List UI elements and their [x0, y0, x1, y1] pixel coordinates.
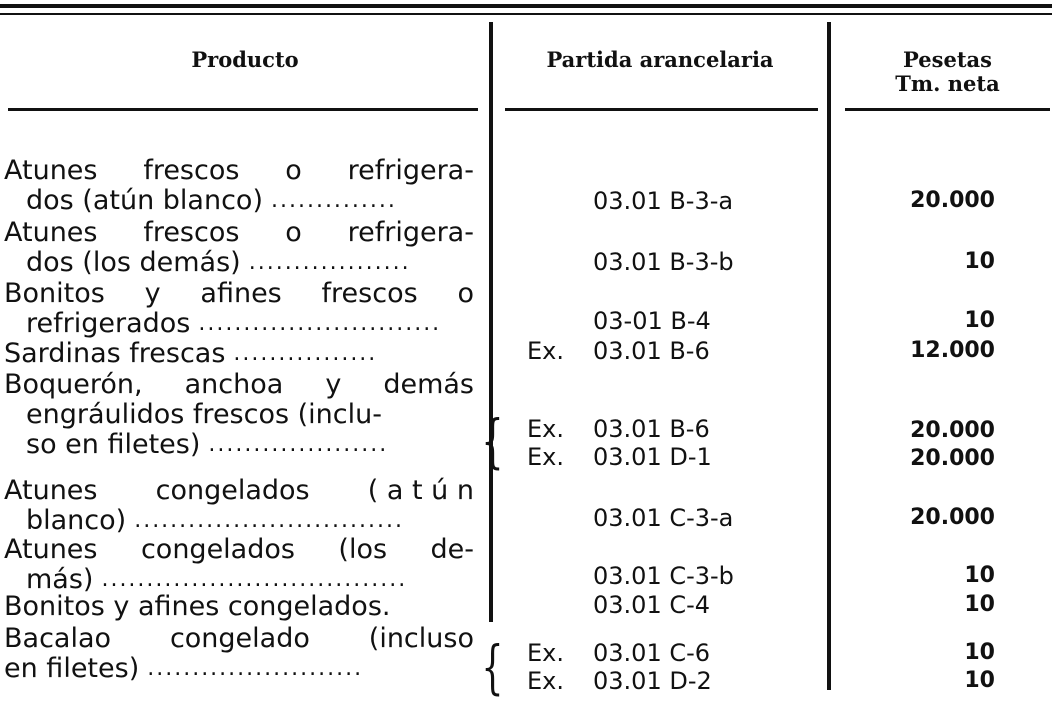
partida-row-9b: Ex. 03.01 D-2: [527, 667, 712, 695]
product-bacalao-congelado: Bacalao congelado (incluso en filetes) ........................: [4, 623, 474, 684]
top-rule-thin: [0, 13, 1052, 15]
pesetas-row-7: 10: [964, 563, 995, 588]
partida-row-5a: Ex. 03.01 B-6: [527, 415, 710, 443]
column-divider-2: [827, 22, 831, 690]
product-bonitos-congelados: Bonitos y afines congelados.: [4, 591, 391, 622]
column-divider-1: [489, 22, 493, 622]
pesetas-row-8: 10: [964, 592, 995, 617]
product-bonitos-frescos: Bonitos y afines frescos o refrigerados ...........................: [4, 278, 474, 339]
partida-row-3: 03-01 B-4: [593, 307, 711, 335]
header-rule-pesetas: [845, 108, 1050, 111]
header-pesetas-line2: Tm. neta: [895, 71, 1000, 96]
partida-row-4: Ex. 03.01 B-6: [527, 337, 710, 365]
product-sardinas-frescas: Sardinas frescas ................: [4, 338, 378, 369]
header-pesetas-line1: Pesetas: [903, 47, 992, 72]
pesetas-row-4: 12.000: [910, 338, 995, 363]
partida-row-2: 03.01 B-3-b: [593, 248, 734, 276]
pesetas-row-5a: 20.000: [910, 418, 995, 443]
partida-row-6: 03.01 C-3-a: [593, 504, 734, 532]
partida-row-5b: Ex. 03.01 D-1: [527, 443, 712, 471]
partida-row-1: 03.01 B-3-a: [593, 187, 734, 215]
brace-row-5: {: [481, 407, 504, 475]
product-atunes-frescos-demas: Atunes frescos o refrigera- dos (los demás) ..................: [4, 217, 474, 278]
pesetas-row-1: 20.000: [910, 188, 995, 213]
product-boqueron-anchoa: Boquerón, anchoa y demás engráulidos frescos (inclu- so en filetes) ....................: [4, 369, 474, 460]
header-rule-partida: [505, 108, 818, 111]
pesetas-row-2: 10: [964, 249, 995, 274]
header-rule-producto: [8, 108, 478, 111]
partida-row-9a: Ex. 03.01 C-6: [527, 639, 711, 667]
partida-row-7: 03.01 C-3-b: [593, 562, 734, 590]
pesetas-row-6: 20.000: [910, 505, 995, 530]
partida-row-8: 03.01 C-4: [593, 591, 711, 619]
pesetas-row-5b: 20.000: [910, 446, 995, 471]
pesetas-row-9a: 10: [964, 640, 995, 665]
header-partida: Partida arancelaria: [546, 47, 774, 72]
product-atunes-congelados-blanco: Atunes congelados ( a t ú n blanco) ..............................: [4, 475, 474, 536]
brace-row-9: {: [481, 633, 504, 701]
header-producto: Producto: [191, 47, 299, 72]
product-atunes-frescos-blanco: Atunes frescos o refrigera- dos (atún blanco) ..............: [4, 155, 474, 216]
pesetas-row-9b: 10: [964, 668, 995, 693]
pesetas-row-3: 10: [964, 308, 995, 333]
product-atunes-congelados-demas: Atunes congelados (los de- más) ..................................: [4, 534, 474, 595]
top-rule-thick: [0, 4, 1052, 8]
